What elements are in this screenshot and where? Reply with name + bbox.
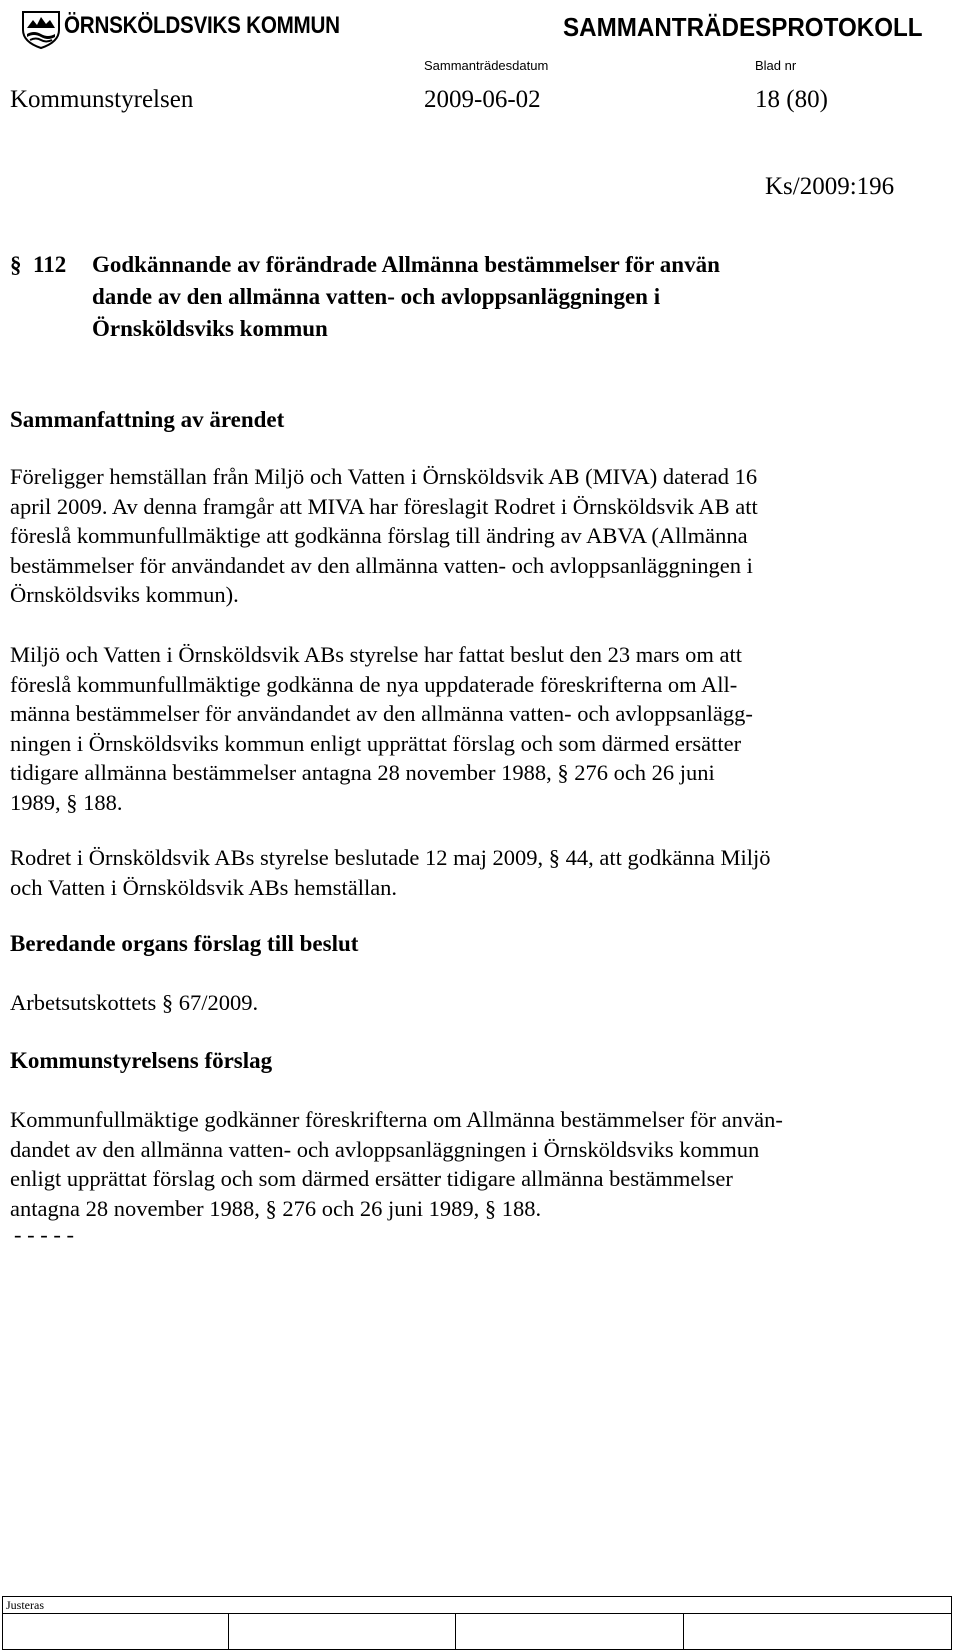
item-title-line-2: dande av den allmänna vatten- och avloppsanläggningen i [92, 284, 661, 309]
summary-paragraph-1 [10, 462, 758, 610]
summary-paragraph-3 [10, 843, 771, 902]
text-line: antagna 28 november 1988, § 276 och 26 juni 1989, § 188. [10, 1195, 542, 1221]
text-line: och Vatten i Örnsköldsvik ABs hemställan. [10, 874, 398, 900]
text-line: männa bestämmelser för användandet av den allmänna vatten- och avloppsanlägg- [10, 701, 753, 726]
summary-heading: Sammanfattning av ärendet [10, 407, 285, 432]
municipality-crest-icon [18, 8, 64, 50]
text-line: Örnsköldsviks kommun). [10, 582, 239, 607]
page-number: 18 (80) [755, 86, 828, 113]
signature-row [2, 1613, 952, 1650]
meeting-date-label: Sammanträdesdatum [424, 58, 549, 73]
proposal-paragraph [10, 1105, 783, 1223]
document-type: SAMMANTRÄDESPROTOKOLL [563, 12, 923, 42]
meeting-date: 2009-06-02 [424, 86, 541, 113]
text-line: föreslå kommunfullmäktige godkänna de nya uppdaterade föreskrifterna om All- [10, 671, 738, 697]
signature-cell-divider [455, 1613, 456, 1650]
item-title-line-1: Godkännande av förändrade Allmänna bestämmelser för använ [92, 252, 720, 277]
item-title-line-3: Örnsköldsviks kommun [92, 316, 328, 341]
proposal-heading: Kommunstyrelsens förslag [10, 1048, 273, 1073]
text-line: april 2009. Av denna framgår att MIVA har föreslagit Rodret i Örnsköldsvik AB att [10, 493, 758, 519]
body-name: Kommunstyrelsen [10, 86, 194, 113]
text-line: enligt upprättat förslag och som därmed ersätter tidigare allmänna bestämmelser [10, 1166, 733, 1191]
text-line: bestämmelser för användandet av den allmänna vatten- och avloppsanläggningen i [10, 552, 753, 578]
text-line: tidigare allmänna bestämmelser antagna 28 november 1988, § 276 och 26 juni [10, 760, 715, 785]
text-line: Kommunfullmäktige godkänner föreskrifterna om Allmänna bestämmelser för använ- [10, 1107, 783, 1132]
case-number: Ks/2009:196 [765, 173, 895, 200]
signature-cell-divider [683, 1613, 684, 1650]
justeras-label: Justeras [6, 1598, 44, 1612]
text-line: dandet av den allmänna vatten- och avloppsanläggningen i Örnsköldsviks kommun [10, 1136, 760, 1162]
organization-name: ÖRNSKÖLDSVIKS KOMMUN [64, 12, 340, 39]
end-marker [14, 1220, 74, 1250]
text-line: Rodret i Örnsköldsvik ABs styrelse beslutade 12 maj 2009, § 44, att godkänna Miljö [10, 845, 771, 870]
text-line: ningen i Örnsköldsviks kommun enligt upprättat förslag och som därmed ersätter [10, 730, 742, 756]
page-number-label: Blad nr [755, 58, 797, 73]
preparatory-text [10, 988, 258, 1018]
item-number: 112 [33, 252, 67, 277]
summary-paragraph-2 [10, 640, 753, 817]
text-line: Föreligger hemställan från Miljö och Vatten i Örnsköldsvik AB (MIVA) daterad 16 [10, 464, 758, 489]
text-line: - - - - - [14, 1222, 74, 1247]
signature-cell-divider [228, 1613, 229, 1650]
text-line: Miljö och Vatten i Örnsköldsvik ABs styrelse har fattat beslut den 23 mars om att [10, 642, 742, 667]
text-line: Arbetsutskottets § 67/2009. [10, 990, 259, 1015]
preparatory-heading: Beredande organs förslag till beslut [10, 931, 359, 956]
text-line: föreslå kommunfullmäktige att godkänna förslag till ändring av ABVA (Allmänna [10, 523, 748, 548]
text-line: 1989, § 188. [10, 789, 123, 815]
paragraph-symbol: § [10, 252, 22, 277]
